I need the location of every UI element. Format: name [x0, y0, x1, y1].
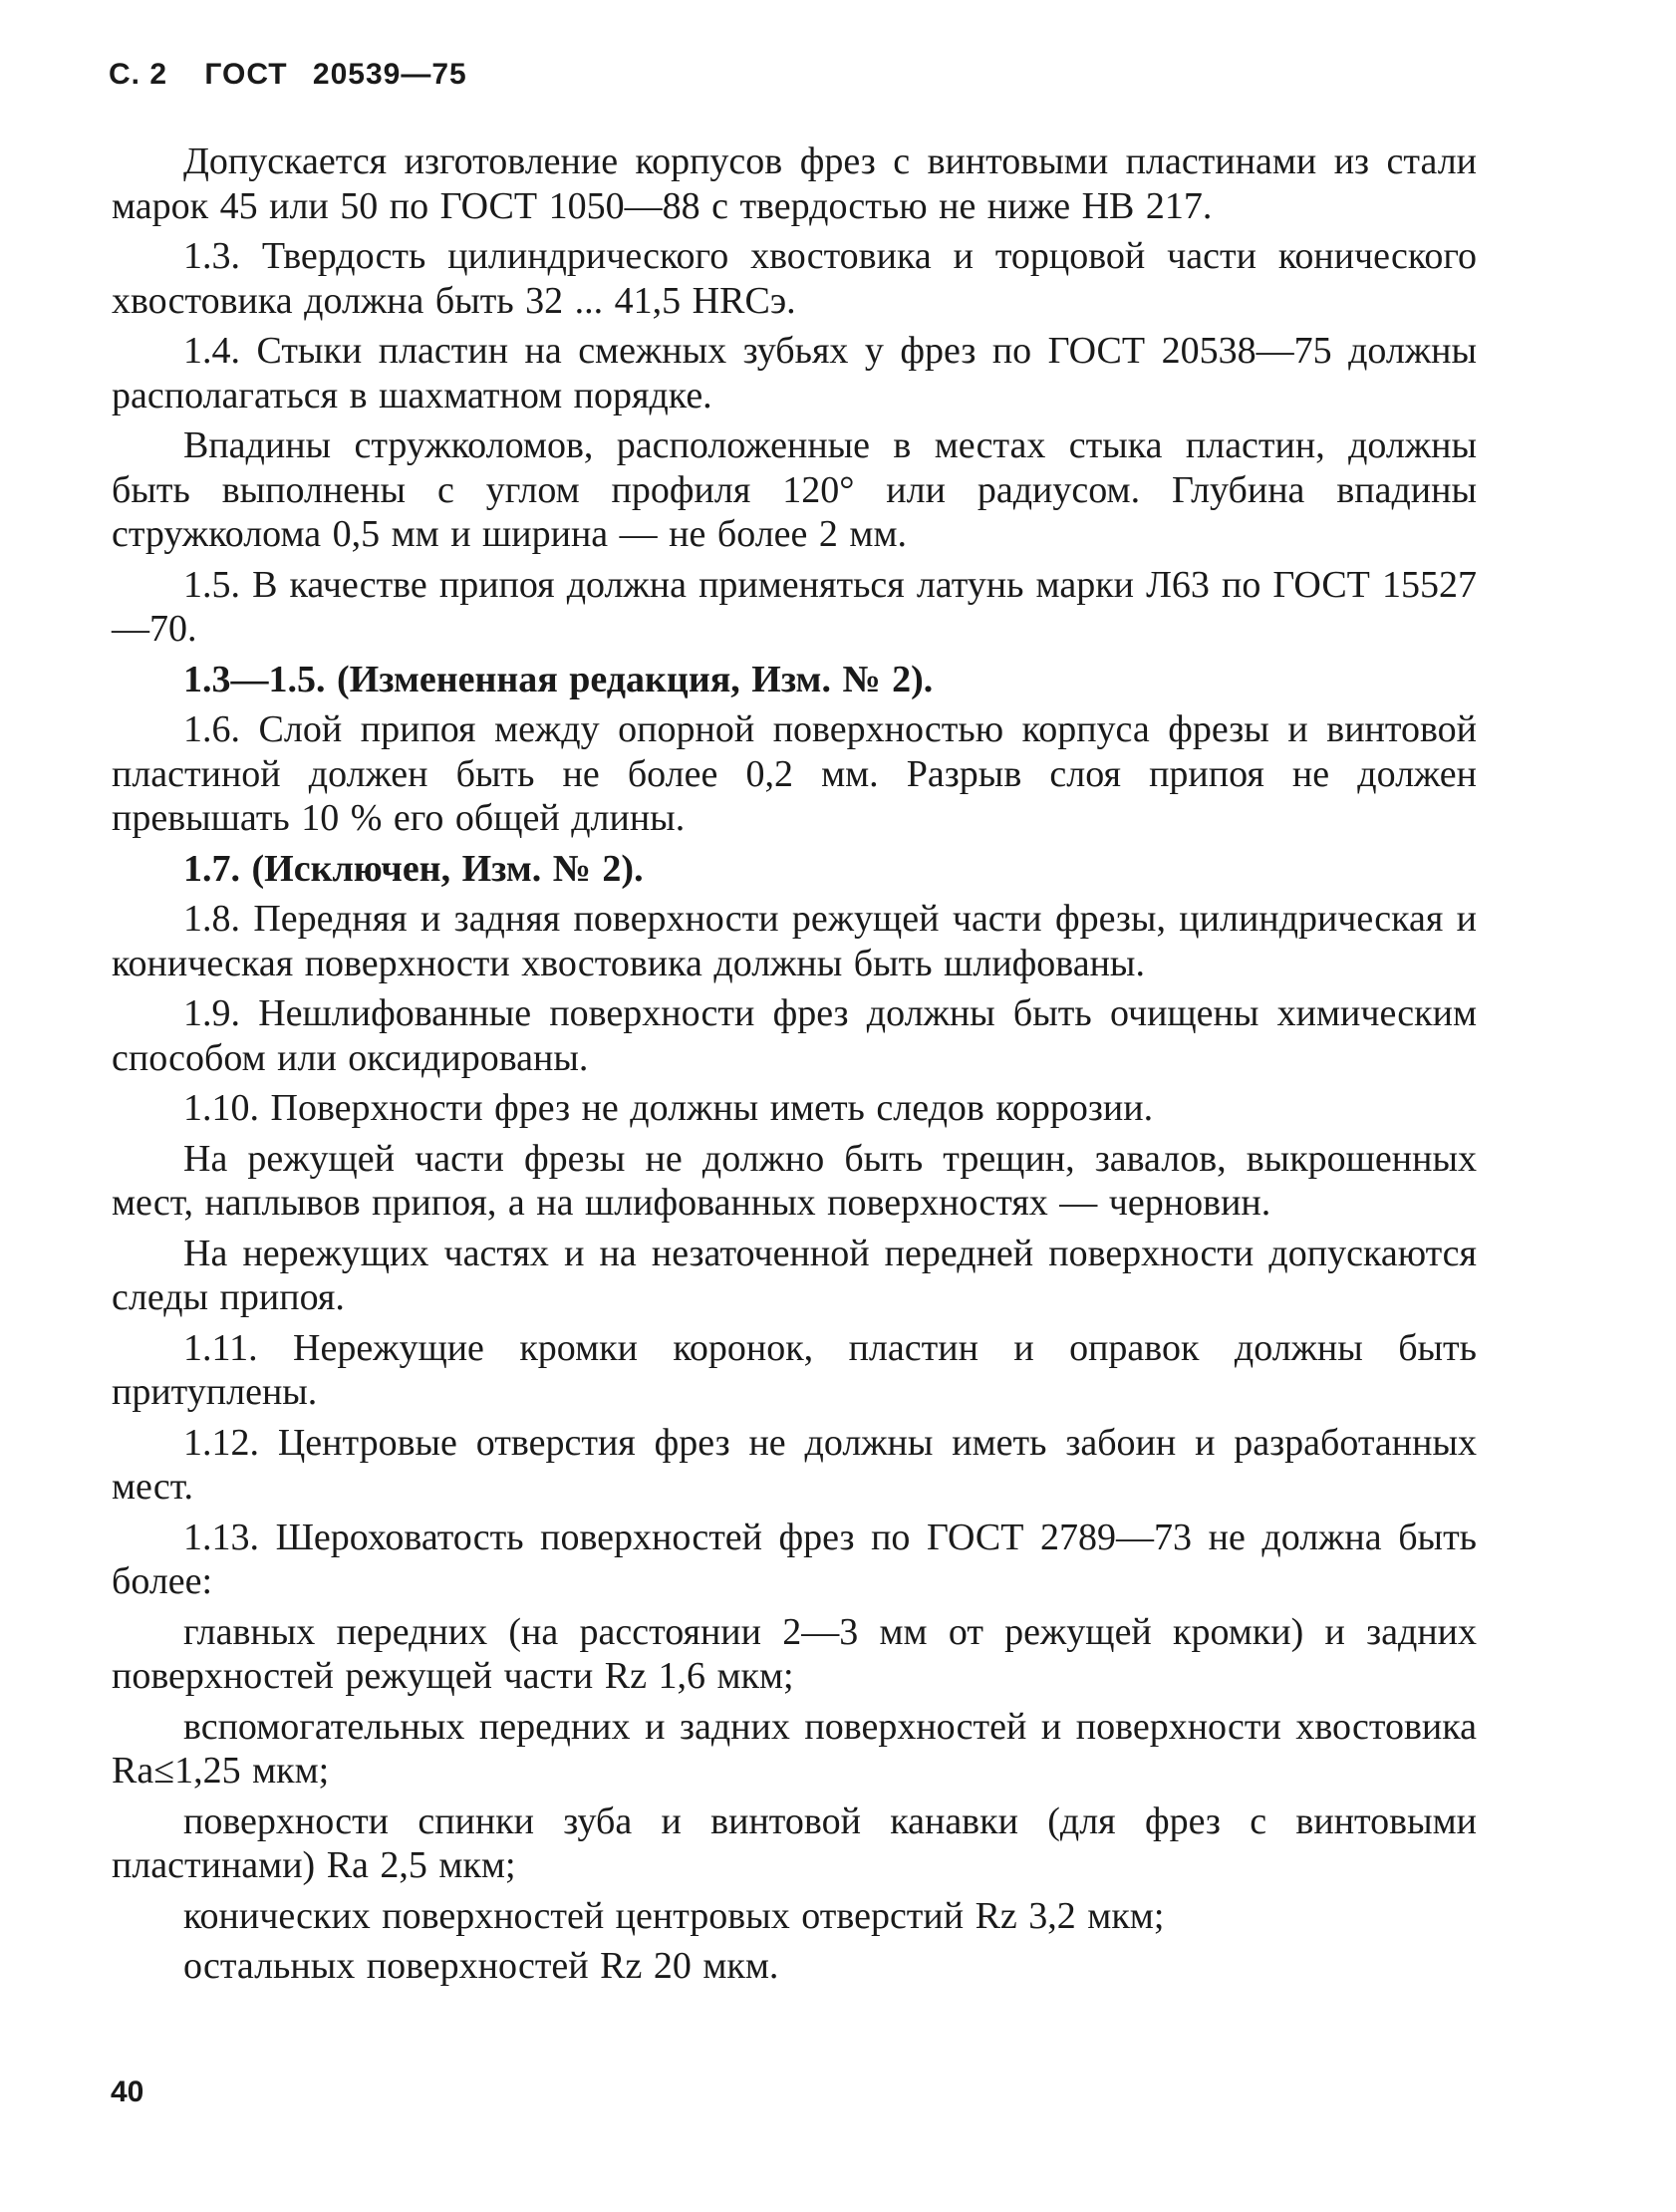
paragraph: Впадины стружколомов, расположенные в местах стыка пластин, должны быть выполнены с углом профиля 120° или радиусом. Глубина впадины стружколома 0,5 мм и ширина — не более 2 мм. — [112, 424, 1477, 555]
paragraph: 1.9. Нешлифованные поверхности фрез должны быть очищены химическим способом или оксидированы. — [112, 992, 1477, 1079]
amendment-note: 1.3—1.5. (Измененная редакция, Изм. № 2). — [183, 658, 934, 700]
page-label: С. 2 — [109, 58, 168, 91]
list-item: вспомогательных передних и задних поверхностей и поверхности хвостовика Ra≤1,25 мкм; — [112, 1705, 1477, 1792]
paragraph: 1.8. Передняя и задняя поверхности режущей части фрезы, цилиндрическая и коническая поверхности хвостовика должны быть шлифованы. — [112, 898, 1477, 984]
page-number: 40 — [111, 2075, 144, 2108]
standard-number: 20539—75 — [312, 58, 467, 91]
document-body — [112, 139, 1477, 1989]
paragraph: 1.12. Центровые отверстия фрез не должны иметь забоин и разработанных мест. — [112, 1421, 1477, 1508]
standard-label: ГОСТ — [204, 58, 288, 91]
paragraph: Допускается изготовление корпусов фрез с винтовыми пластинами из стали марок 45 или 50 по ГОСТ 1050—88 с твердостью не ниже НВ 217. — [112, 140, 1477, 227]
paragraph: 1.13. Шероховатость поверхностей фрез по ГОСТ 2789—73 не должна быть более: — [112, 1516, 1477, 1602]
paragraph: На нережущих частях и на незаточенной передней поверхности допускаются следы припоя. — [112, 1232, 1477, 1318]
paragraph: 1.4. Стыки пластин на смежных зубьях у фрез по ГОСТ 20538—75 должны располагаться в шахматном порядке. — [112, 330, 1477, 416]
paragraph: На режущей части фрезы не должно быть трещин, завалов, выкрошенных мест, наплывов припоя, а на шлифованных поверхностях — черновин. — [112, 1137, 1477, 1224]
list-item: остальных поверхностей Rz 20 мкм. — [183, 1945, 779, 1987]
page-header — [109, 58, 495, 92]
paragraph: 1.3. Твердость цилиндрического хвостовика и торцовой части конического хвостовика должна быть 32 ... 41,5 HRCэ. — [112, 235, 1477, 322]
list-item: конических поверхностей центровых отверстий Rz 3,2 мкм; — [183, 1894, 1165, 1937]
paragraph: 1.10. Поверхности фрез не должны иметь следов коррозии. — [183, 1087, 1154, 1129]
list-item: поверхности спинки зуба и винтовой канавки (для фрез с винтовыми пластинами) Ra 2,5 мкм; — [112, 1799, 1477, 1886]
paragraph: 1.5. В качестве припоя должна применяться латунь марки Л63 по ГОСТ 15527—70. — [112, 563, 1477, 650]
paragraph: 1.6. Слой припоя между опорной поверхностью корпуса фрезы и винтовой пластиной должен быть не более 0,2 мм. Разрыв слоя припоя не должен превышать 10 % его общей длины. — [112, 708, 1477, 839]
list-item: главных передних (на расстоянии 2—3 мм от режущей кромки) и задних поверхностей режущей части Rz 1,6 мкм; — [112, 1610, 1477, 1697]
amendment-note: 1.7. (Исключен, Изм. № 2). — [183, 847, 644, 890]
paragraph: 1.11. Нережущие кромки коронок, пластин и оправок должны быть притуплены. — [112, 1326, 1477, 1413]
